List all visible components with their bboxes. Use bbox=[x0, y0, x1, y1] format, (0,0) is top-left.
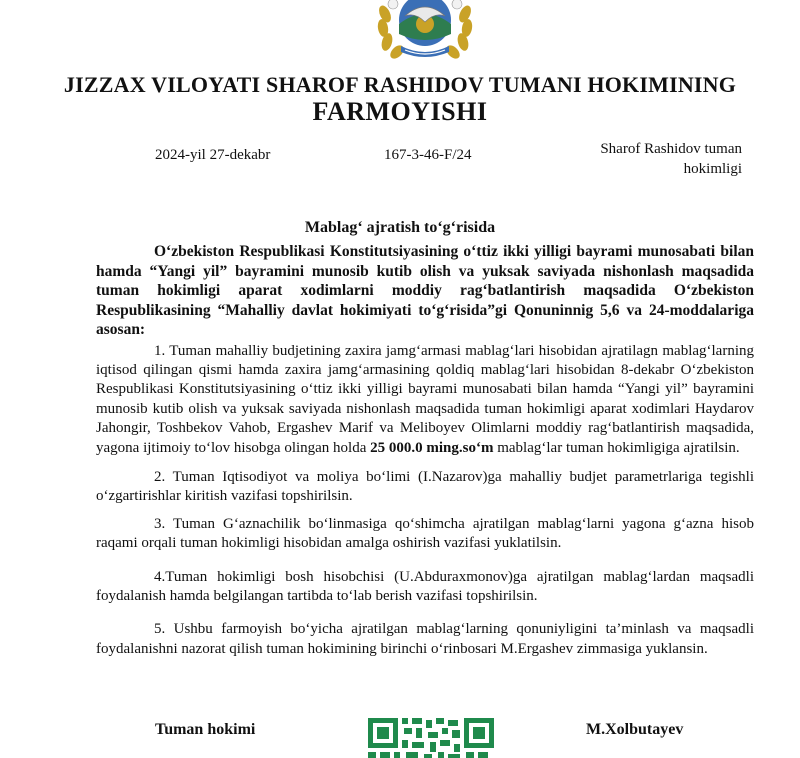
signature-title: Tuman hokimi bbox=[155, 721, 256, 738]
qr-code-icon bbox=[368, 718, 494, 758]
document-number: 167-3-46-F/24 bbox=[384, 147, 472, 163]
item-1-amount: 25 000.0 ming.so‘m bbox=[370, 439, 494, 456]
paragraph-item-4: 4.Tuman hokimligi bosh hisobchisi (U.Abduraxmonov)ga ajratilgan mablag‘lardan maqsadli foydalanish hamda belgilangan tartibda to‘lab berish vazifasi topshirilsin. bbox=[96, 568, 754, 604]
signature-name: M.Xolbutayev bbox=[586, 721, 684, 738]
paragraph-item-1 bbox=[96, 342, 754, 458]
paragraph-item-2: 2. Tuman Iqtisodiyot va moliya bo‘limi (I.Nazarov)ga mahalliy budjet parametrlariga tegishli o‘zgartirishlar kiritish vazifasi topshirilsin. bbox=[96, 468, 754, 505]
document-place bbox=[560, 139, 742, 179]
document-header-authority: JIZZAX VILOYATI SHAROF RASHIDOV TUMANI HOKIMINING bbox=[63, 72, 737, 97]
preamble: O‘zbekiston Respublikasi Konstitutsiyasining o‘ttiz ikki yilligi bayrami munosabati bilan hamda “Yangi yil” bayramini munosib kutib olish va yuksak saviyada nishonlash maqsadida tuman hokimligi aparat xodimlarni moddiy rag‘batlantirish maqsadida O‘zbekiston Respublikasining “Mahalliy davlat hokimiyati to‘g‘risida”gi Qonuninnig 5,6 va 24-moddalariga asosan: bbox=[96, 243, 754, 338]
document-header-type: FARMOYISHI bbox=[312, 97, 488, 126]
paragraph-item-3: 3. Tuman G‘aznachilik bo‘linmasiga qo‘shimcha ajratilgan mablag‘larni yagona g‘azna hisob raqami orqali tuman hokimligi hisobidan amalga oshirish vazifasi yuklatilsin. bbox=[96, 515, 754, 552]
document-body bbox=[96, 242, 754, 659]
paragraph-item-5: 5. Ushbu farmoyish bo‘yicha ajratilgan mablag‘larning qonuniyligini ta’minlash va maqsadli foydalanishni nazorat qilish tuman hokimining birinchi o‘rinbosari M.Ergashev zimmasiga yuklansin. bbox=[96, 621, 754, 657]
place-line-2: hokimligi bbox=[683, 161, 742, 177]
place-line-1: Sharof Rashidov tuman bbox=[600, 141, 742, 157]
document-date: 2024-yil 27-dekabr bbox=[155, 147, 271, 163]
item-1-text: 1. Tuman mahalliy budjetining zaxira jamg‘armasi mablag‘lari hisobidan ajratilagn mablag‘larning iqtisod qilingan qismi hamda zaxira jamg‘armasining qoldiq mablag‘lari hisobidan 8-dekabr O‘zbekiston Respublikasi Konstitutsiyasining o‘ttiz ikki yilligi bayrami munosabati bilan hamda “Yangi yil” bayramini munosib kutib olish va yuksak saviyada nishonlash maqsadida tuman hokimligi aparat xodimlari Haydarov Jahongir, Toshbekov Vahob, Ergashev Marif va Meliboyev Olimlarni moddiy rag‘batlantirish maqsadida, yagona ijtimoiy to‘lov hisobga olingan holda bbox=[96, 342, 754, 456]
state-emblem-icon bbox=[365, 0, 485, 62]
document-subject: Mablag‘ ajratish to‘g‘risida bbox=[304, 219, 496, 236]
item-1-text-end: mablag‘lar tuman hokimligiga ajratilsin. bbox=[497, 439, 740, 456]
